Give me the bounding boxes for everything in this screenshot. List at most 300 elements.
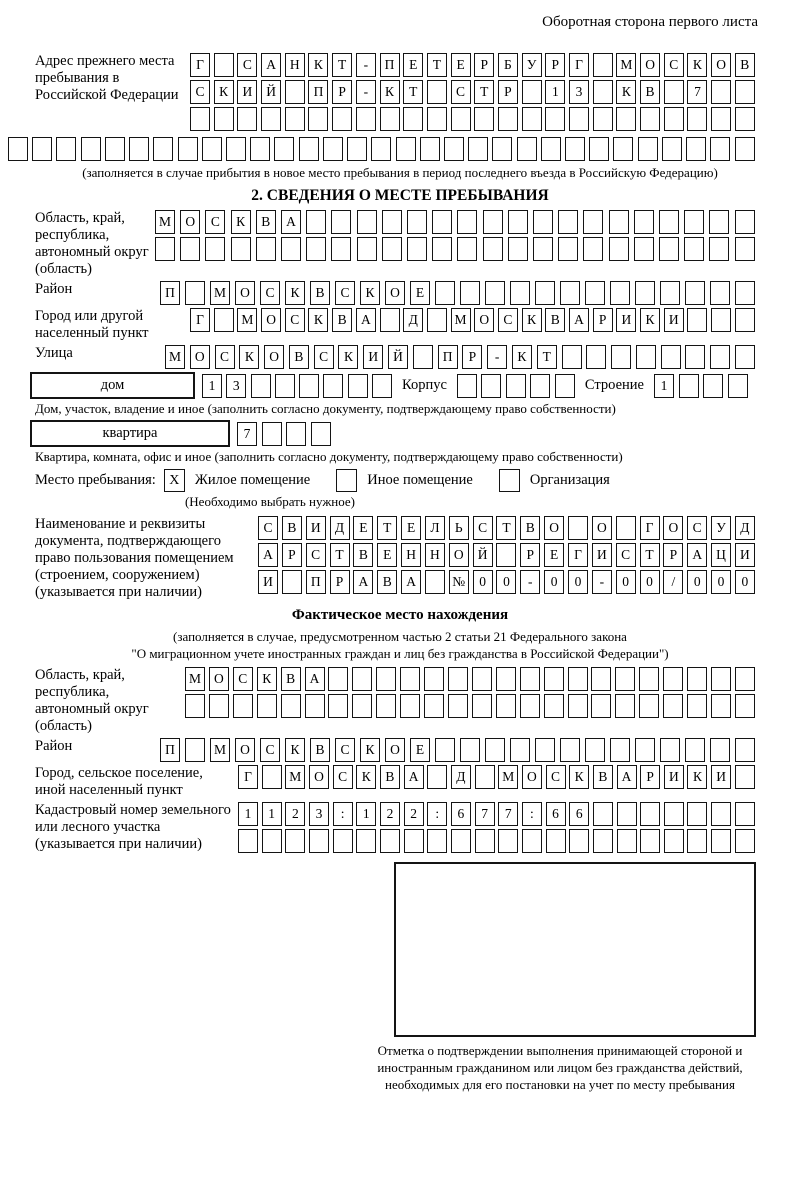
cadastre-label: Кадастровый номер земельного или лесного участка (указывается при наличии): [35, 802, 231, 852]
char-box: [663, 667, 683, 691]
char-box: Т: [537, 345, 557, 369]
char-box: [510, 738, 530, 762]
char-box: [460, 738, 480, 762]
char-box: [710, 281, 730, 305]
char-box: [376, 694, 396, 718]
char-box: Г: [568, 543, 588, 567]
char-box: [635, 281, 655, 305]
actual-location-note-2: "О миграционном учете иностранных граждан и лиц без гражданства в Российской Федерации"): [131, 646, 669, 661]
char-box: С: [616, 543, 636, 567]
char-box: Р: [474, 53, 494, 77]
char-box: С: [335, 738, 355, 762]
char-box: Т: [330, 543, 350, 567]
char-box: [457, 374, 477, 398]
char-box: [664, 80, 684, 104]
char-box: С: [237, 53, 257, 77]
char-box: А: [356, 308, 376, 332]
char-box: [352, 694, 372, 718]
apartment-note: Квартира, комната, офис и иное (заполнить согласно документу, подтверждающему право собственности): [35, 449, 623, 464]
char-box: [593, 80, 613, 104]
char-box: [202, 137, 222, 161]
char-box: П: [160, 281, 180, 305]
char-box: [308, 107, 328, 131]
char-box: [660, 738, 680, 762]
char-box: [214, 53, 234, 77]
char-box: [640, 802, 660, 826]
char-box: П: [380, 53, 400, 77]
char-box: [481, 374, 501, 398]
char-box: 0: [735, 570, 755, 594]
char-box: О: [449, 543, 469, 567]
char-box: [687, 308, 707, 332]
char-box: [413, 345, 433, 369]
char-box: В: [282, 516, 302, 540]
char-box: [475, 829, 495, 853]
stay-type-label: Место пребывания:: [35, 472, 156, 488]
char-box: [711, 308, 731, 332]
document-grid: [258, 516, 755, 597]
char-box: [615, 667, 635, 691]
house-number-grid: [202, 374, 392, 398]
char-box: Н: [425, 543, 445, 567]
char-box: К: [640, 308, 660, 332]
char-box: [432, 237, 452, 261]
char-box: 7: [687, 80, 707, 104]
prev-address-grid: [190, 53, 755, 134]
char-box: [664, 829, 684, 853]
korpus-label: Корпус: [402, 377, 447, 393]
house-row: [30, 372, 800, 399]
char-box: В: [310, 281, 330, 305]
stay-type-note: (Необходимо выбрать нужное): [184, 494, 356, 509]
char-box: -: [356, 80, 376, 104]
char-box: Ц: [711, 543, 731, 567]
char-box: Р: [330, 570, 350, 594]
option-label-other-premises: Иное помещение: [367, 472, 473, 488]
char-box: [262, 765, 282, 789]
char-box: С: [451, 80, 471, 104]
street-label: Улица: [35, 345, 73, 361]
char-box: О: [180, 210, 200, 234]
char-box: [190, 107, 210, 131]
char-box: С: [498, 308, 518, 332]
char-box: [558, 237, 578, 261]
char-box: Г: [640, 516, 660, 540]
char-box: К: [512, 345, 532, 369]
char-box: [735, 107, 755, 131]
char-box: И: [735, 543, 755, 567]
char-box: [451, 829, 471, 853]
char-box: П: [160, 738, 180, 762]
char-box: [299, 374, 319, 398]
char-box: [185, 694, 205, 718]
char-box: [380, 107, 400, 131]
korpus-grid: [457, 374, 575, 398]
actual-region-label: Область, край, республика, автономный округ (область): [35, 667, 149, 734]
char-box: [472, 694, 492, 718]
char-box: С: [687, 516, 707, 540]
char-box: [328, 694, 348, 718]
char-box: [356, 829, 376, 853]
char-box: Б: [498, 53, 518, 77]
char-box: К: [356, 765, 376, 789]
char-box: [710, 738, 730, 762]
char-box: [562, 345, 582, 369]
char-box: [306, 237, 326, 261]
char-box: [262, 422, 282, 446]
char-box: [427, 829, 447, 853]
char-box: [205, 237, 225, 261]
char-box: [380, 829, 400, 853]
char-box: К: [380, 80, 400, 104]
char-box: №: [449, 570, 469, 594]
char-box: [209, 694, 229, 718]
char-box: [56, 137, 76, 161]
char-box: [468, 137, 488, 161]
char-box: Т: [474, 80, 494, 104]
char-box: К: [522, 308, 542, 332]
char-box: 2: [404, 802, 424, 826]
char-box: 0: [496, 570, 516, 594]
char-box: О: [385, 738, 405, 762]
char-box: [376, 667, 396, 691]
char-box: [323, 374, 343, 398]
cadastre-grid: [238, 802, 755, 856]
char-box: [684, 237, 704, 261]
char-box: [153, 137, 173, 161]
char-box: [457, 210, 477, 234]
char-box: [535, 281, 555, 305]
char-box: С: [285, 308, 305, 332]
char-box: [457, 237, 477, 261]
char-box: [251, 374, 271, 398]
char-box: К: [360, 281, 380, 305]
char-box: [250, 137, 270, 161]
char-box: [660, 281, 680, 305]
char-box: [483, 237, 503, 261]
char-box: [185, 281, 205, 305]
char-box: [404, 829, 424, 853]
char-box: 7: [237, 422, 257, 446]
char-box: Г: [190, 308, 210, 332]
char-box: С: [233, 667, 253, 691]
char-box: [615, 694, 635, 718]
char-box: [735, 694, 755, 718]
char-box: М: [451, 308, 471, 332]
char-box: А: [261, 53, 281, 77]
char-box: [305, 694, 325, 718]
char-box: [616, 107, 636, 131]
char-box: [508, 210, 528, 234]
char-box: [735, 281, 755, 305]
char-box: 1: [545, 80, 565, 104]
document-label: Наименование и реквизиты документа, подтверждающего право пользования помещением (строением, сооружением) (указывается при наличии): [35, 516, 234, 600]
char-box: [233, 694, 253, 718]
char-box: [533, 237, 553, 261]
char-box: [347, 137, 367, 161]
char-box: [735, 210, 755, 234]
apartment-type-box: квартира: [30, 420, 230, 447]
char-box: [520, 667, 540, 691]
char-box: [427, 107, 447, 131]
char-box: [435, 281, 455, 305]
char-box: [282, 570, 302, 594]
char-box: [275, 374, 295, 398]
char-box: [735, 308, 755, 332]
char-box: [357, 237, 377, 261]
char-box: Т: [332, 53, 352, 77]
char-box: 3: [226, 374, 246, 398]
prev-address-row-3: [190, 107, 755, 131]
char-box: М: [498, 765, 518, 789]
char-box: М: [210, 738, 230, 762]
char-box: [333, 829, 353, 853]
char-box: 7: [475, 802, 495, 826]
char-box: О: [264, 345, 284, 369]
char-box: [735, 137, 755, 161]
char-box: [226, 137, 246, 161]
char-box: [214, 107, 234, 131]
char-box: 0: [544, 570, 564, 594]
char-box: [560, 281, 580, 305]
char-box: [541, 137, 561, 161]
char-box: [460, 281, 480, 305]
char-box: К: [285, 281, 305, 305]
char-box: Н: [285, 53, 305, 77]
char-box: Т: [640, 543, 660, 567]
char-box: О: [235, 281, 255, 305]
char-box: Й: [261, 80, 281, 104]
char-box: :: [427, 802, 447, 826]
char-box: [32, 137, 52, 161]
char-box: [180, 237, 200, 261]
actual-location-note-1: (заполняется в случае, предусмотренном частью 2 статьи 21 Федерального закона: [173, 629, 627, 644]
char-box: [545, 107, 565, 131]
region-label: Область, край, республика, автономный округ (область): [35, 210, 149, 277]
char-box: Р: [282, 543, 302, 567]
region-block: [35, 210, 800, 278]
char-box: Р: [663, 543, 683, 567]
char-box: О: [209, 667, 229, 691]
char-box: К: [257, 667, 277, 691]
char-box: [569, 829, 589, 853]
prev-address-row-2: [190, 80, 755, 104]
char-box: [451, 107, 471, 131]
char-box: О: [235, 738, 255, 762]
stroenie-label: Строение: [584, 377, 644, 393]
char-box: [634, 210, 654, 234]
char-box: [617, 829, 637, 853]
char-box: [609, 210, 629, 234]
char-box: И: [237, 80, 257, 104]
char-box: Й: [473, 543, 493, 567]
char-box: В: [332, 308, 352, 332]
char-box: [492, 137, 512, 161]
option-label-organization: Организация: [529, 472, 610, 488]
char-box: [687, 667, 707, 691]
char-box: В: [735, 53, 755, 77]
char-box: [517, 137, 537, 161]
district-block: [35, 281, 800, 305]
char-box: [735, 802, 755, 826]
char-box: Г: [190, 53, 210, 77]
char-box: [372, 374, 392, 398]
stroenie-grid: [654, 374, 748, 398]
char-box: Т: [403, 80, 423, 104]
char-box: О: [190, 345, 210, 369]
char-box: [332, 107, 352, 131]
prev-address-block: [35, 53, 800, 134]
char-box: [610, 281, 630, 305]
char-box: [382, 237, 402, 261]
char-box: К: [308, 53, 328, 77]
char-box: А: [258, 543, 278, 567]
city-row: [190, 308, 755, 332]
char-box: Т: [427, 53, 447, 77]
char-box: 3: [309, 802, 329, 826]
char-box: [485, 738, 505, 762]
char-box: [311, 422, 331, 446]
char-box: В: [593, 765, 613, 789]
char-box: С: [314, 345, 334, 369]
char-box: [237, 107, 257, 131]
char-box: [711, 107, 731, 131]
char-box: [546, 829, 566, 853]
char-box: [185, 738, 205, 762]
char-box: [348, 374, 368, 398]
char-box: [306, 210, 326, 234]
char-box: [331, 237, 351, 261]
char-box: 6: [546, 802, 566, 826]
char-box: М: [165, 345, 185, 369]
char-box: -: [487, 345, 507, 369]
char-box: [382, 210, 402, 234]
char-box: 2: [285, 802, 305, 826]
char-box: [285, 107, 305, 131]
char-box: [483, 210, 503, 234]
checkbox-organization: [499, 469, 520, 492]
char-box: Д: [451, 765, 471, 789]
char-box: [81, 137, 101, 161]
char-box: [427, 80, 447, 104]
char-box: 0: [711, 570, 731, 594]
char-box: [636, 345, 656, 369]
char-box: [711, 802, 731, 826]
checkbox-other-premises: [336, 469, 357, 492]
char-box: [400, 694, 420, 718]
city-label: Город или другой населенный пункт: [35, 308, 149, 341]
char-box: [709, 210, 729, 234]
char-box: [710, 137, 730, 161]
char-box: [555, 374, 575, 398]
char-box: [400, 667, 420, 691]
char-box: Г: [569, 53, 589, 77]
char-box: [616, 516, 636, 540]
char-box: [640, 829, 660, 853]
actual-region-block: [35, 667, 800, 735]
char-box: [356, 107, 376, 131]
char-box: Е: [401, 516, 421, 540]
char-box: Ь: [449, 516, 469, 540]
house-type-box: дом: [30, 372, 195, 399]
char-box: П: [306, 570, 326, 594]
char-box: Л: [425, 516, 445, 540]
char-box: [286, 422, 306, 446]
street-row: [165, 345, 755, 369]
char-box: [506, 374, 526, 398]
char-box: 3: [569, 80, 589, 104]
char-box: [323, 137, 343, 161]
char-box: [687, 829, 707, 853]
char-box: [475, 765, 495, 789]
char-box: [613, 137, 633, 161]
city-block: [35, 308, 800, 342]
char-box: Т: [496, 516, 516, 540]
char-box: [568, 694, 588, 718]
char-box: Р: [498, 80, 518, 104]
char-box: [498, 107, 518, 131]
char-box: [617, 802, 637, 826]
char-box: К: [285, 738, 305, 762]
char-box: [309, 829, 329, 853]
char-box: [711, 694, 731, 718]
char-box: [560, 738, 580, 762]
char-box: Е: [410, 281, 430, 305]
char-box: М: [237, 308, 257, 332]
char-box: А: [305, 667, 325, 691]
char-box: П: [308, 80, 328, 104]
char-box: Д: [403, 308, 423, 332]
char-box: К: [360, 738, 380, 762]
char-box: С: [258, 516, 278, 540]
char-box: М: [210, 281, 230, 305]
cadastre-block: [35, 802, 800, 856]
char-box: [432, 210, 452, 234]
char-box: [256, 237, 276, 261]
char-box: В: [380, 765, 400, 789]
char-box: К: [569, 765, 589, 789]
apartment-number-grid: [237, 422, 331, 446]
char-box: [639, 667, 659, 691]
actual-district-label: Район: [35, 738, 73, 754]
char-box: 7: [498, 802, 518, 826]
char-box: [485, 281, 505, 305]
char-box: В: [310, 738, 330, 762]
char-box: И: [664, 308, 684, 332]
char-box: [610, 738, 630, 762]
char-box: И: [363, 345, 383, 369]
char-box: [687, 802, 707, 826]
char-box: Е: [410, 738, 430, 762]
char-box: [285, 829, 305, 853]
char-box: И: [616, 308, 636, 332]
char-box: -: [520, 570, 540, 594]
char-box: [558, 210, 578, 234]
char-box: [659, 237, 679, 261]
char-box: Р: [640, 765, 660, 789]
char-box: [638, 137, 658, 161]
char-box: М: [616, 53, 636, 77]
char-box: 1: [654, 374, 674, 398]
region-grid: [155, 210, 755, 264]
char-box: С: [205, 210, 225, 234]
char-box: С: [664, 53, 684, 77]
char-box: М: [155, 210, 175, 234]
char-box: [583, 210, 603, 234]
char-box: [735, 765, 755, 789]
char-box: [663, 694, 683, 718]
char-box: [685, 281, 705, 305]
